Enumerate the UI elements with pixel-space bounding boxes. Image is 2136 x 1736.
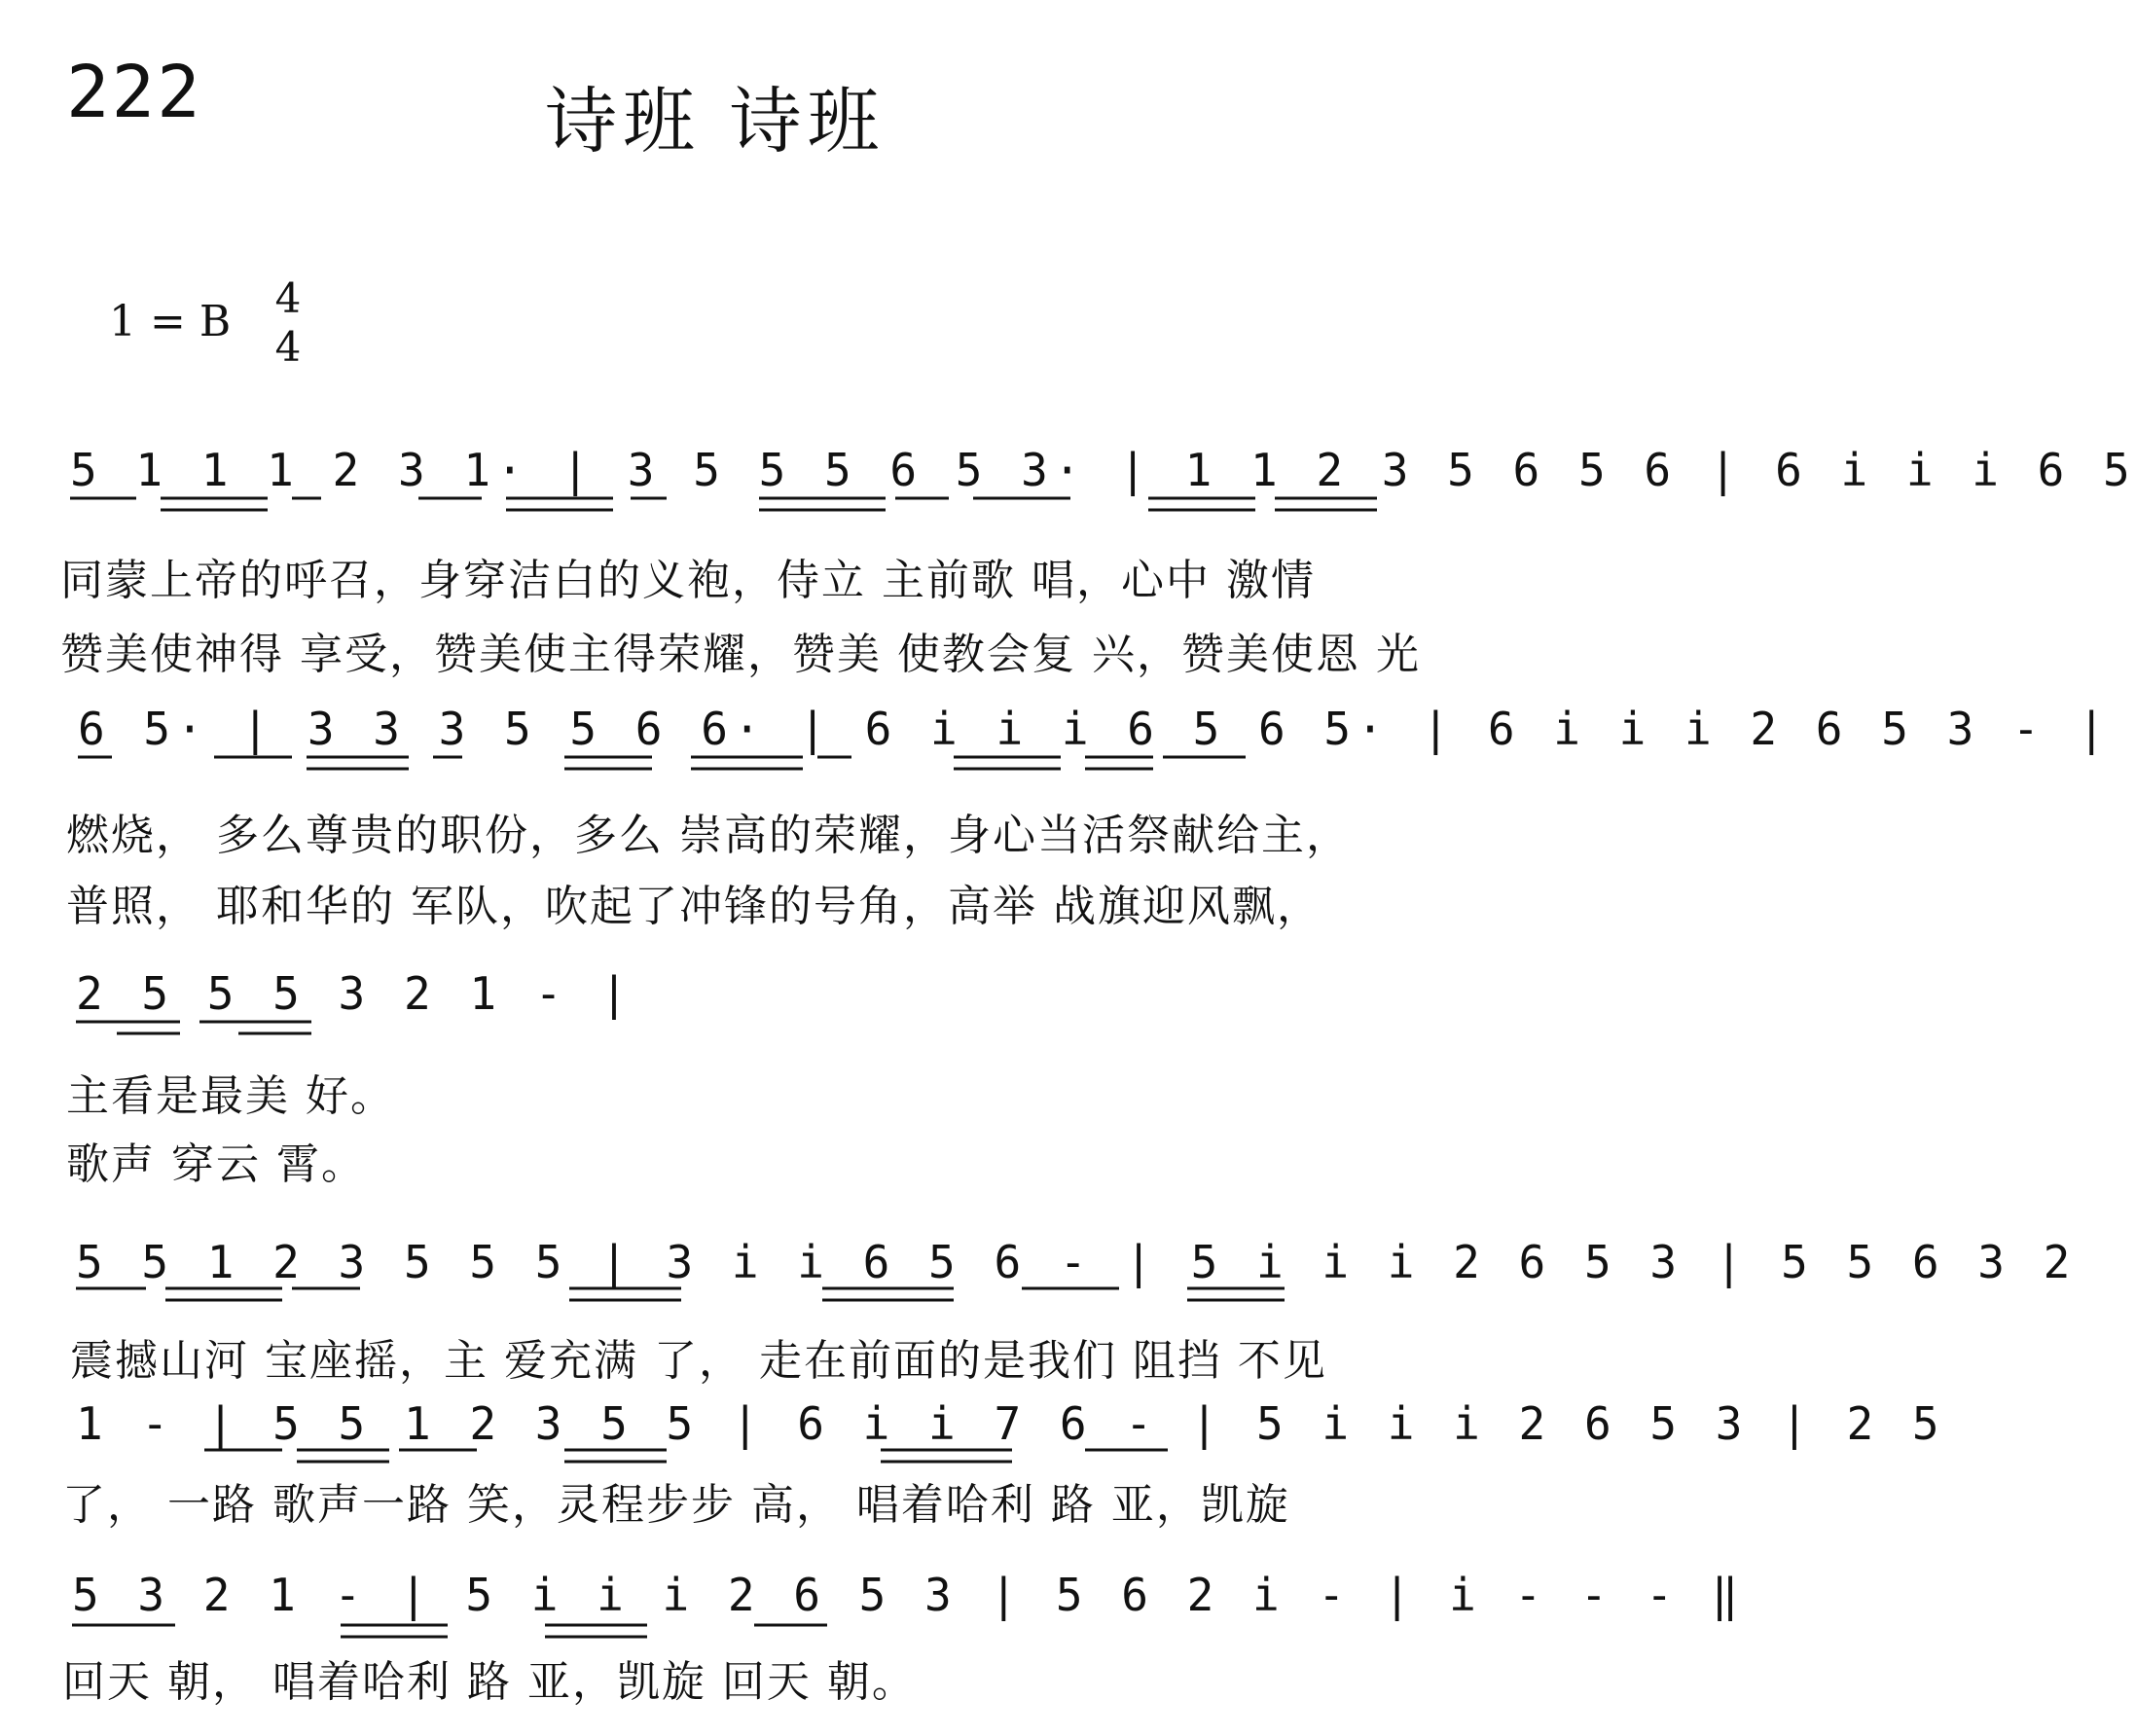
notation-line-3: 2 5 5 5 3 2 1 - | <box>76 967 634 1020</box>
hymn-title: 诗班 诗班 <box>545 80 886 163</box>
lyric-line-4: 震撼山河 宝座摇，主 爱充满 了， 走在前面的是我们 阻挡 不见 <box>70 1336 1327 1386</box>
hymn-number: 222 <box>66 51 202 134</box>
time-signature-top: 4 <box>274 274 302 322</box>
lyric-line-2-verse-2: 普照， 耶和华的 军队，吹起了冲锋的号角，高举 战旗迎风飘， <box>66 882 1321 931</box>
notation-line-5: 1 - | 5 5 1 2 3 5 5 | 6 i i 7 6 - | 5 i i i 2 6 5 3 | 2 5 <box>76 1397 1945 1450</box>
lyric-line-3-verse-1: 主看是最美 好。 <box>66 1071 395 1121</box>
notation-line-4: 5 5 1 2 3 5 5 5 | 3 i i 6 5 6 - | 5 i i i 2 6 5 3 | 5 5 6 3 2 <box>76 1236 2077 1288</box>
lyric-line-2-verse-1: 燃烧， 多么尊贵的职份，多么 崇高的荣耀，身心当活祭献给主， <box>66 811 1351 860</box>
lyric-line-6: 回天 朝， 唱着哈利 路 亚，凯旋 回天 朝。 <box>62 1657 917 1707</box>
notation-line-1: 5 1 1 1 2 3 1· | 3 5 5 5 6 5 3· | 1 1 2 3 5 6 5 6 | 6 i i i 6 5 <box>70 444 2136 496</box>
lyric-line-5: 了， 一路 歌声一路 笑，灵程步步 高， 唱着哈利 路 亚，凯旋 <box>62 1480 1290 1530</box>
notation-line-6: 5 3 2 1 - | 5 i i i 2 6 5 3 | 5 6 2 i - | i - - - ‖ <box>72 1569 1745 1621</box>
lyric-line-1-verse-2: 赞美使神得 享受，赞美使主得荣耀，赞美 使教会复 兴，赞美使恩 光 <box>60 630 1421 679</box>
key-signature: 1 = B <box>109 297 232 346</box>
lyric-line-3-verse-2: 歌声 穿云 霄。 <box>66 1139 366 1189</box>
notation-line-2: 6 5· | 3 3 3 5 5 6 6· | 6 i i i 6 5 6 5· | 6 i i i 2 6 5 3 - | <box>78 703 2112 755</box>
lyric-line-1-verse-1: 同蒙上帝的呼召，身穿洁白的义袍，侍立 主前歌 唱，心中 激情 <box>60 556 1316 605</box>
time-signature-bottom: 4 <box>274 323 302 371</box>
